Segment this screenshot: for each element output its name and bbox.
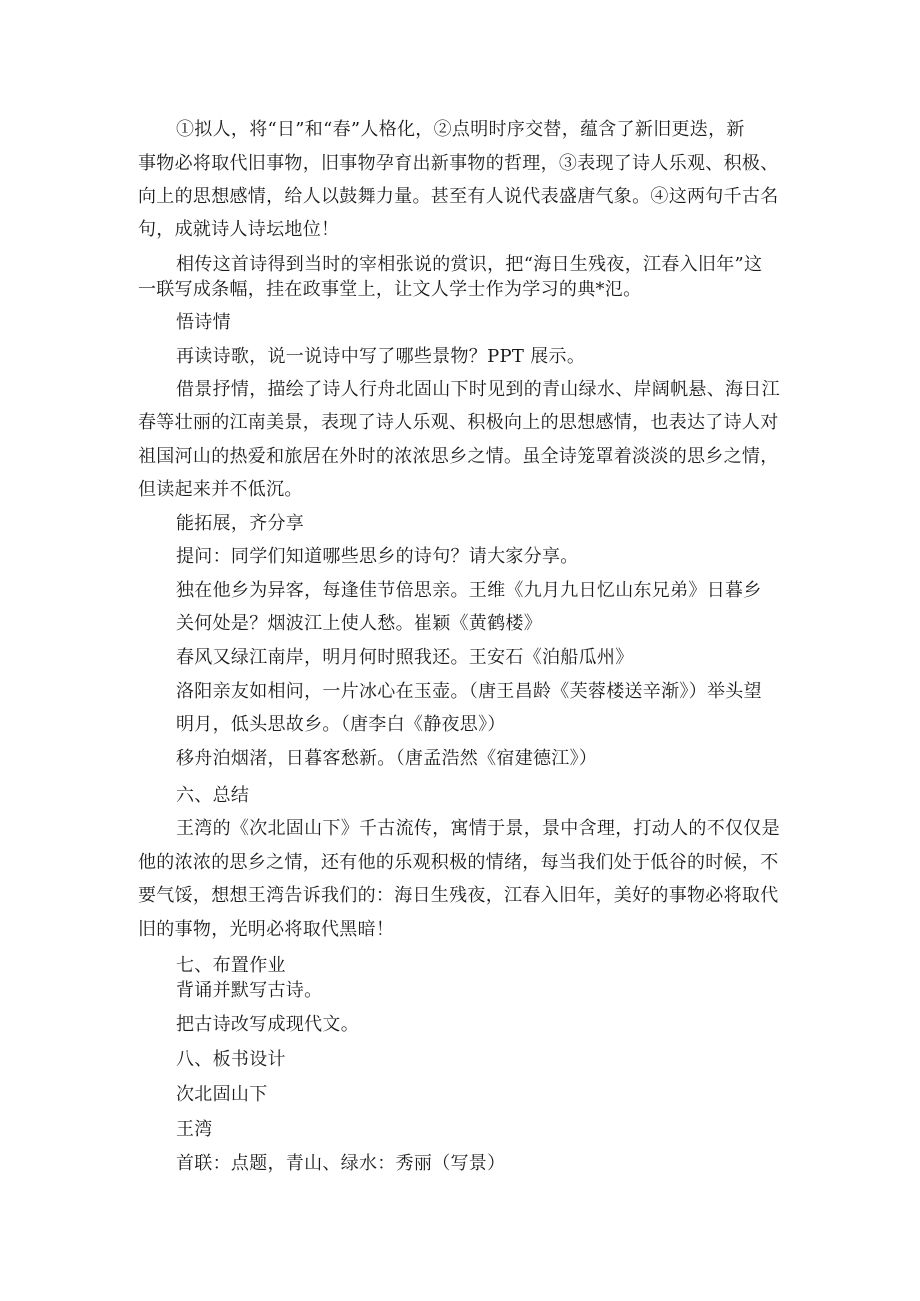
paragraph-line: 他的浓浓的思乡之情，还有他的乐观积极的情绪，每当我们处于低谷的时候，不 — [138, 852, 779, 873]
paragraph-line: 明月，低头思故乡。（唐李白《静夜思》） — [176, 714, 506, 735]
paragraph-line: 旧的事物，光明必将取代黑暗！ — [138, 919, 395, 940]
paragraph-line: 提问：同学们知道哪些思乡的诗句？请大家分享。 — [176, 546, 579, 567]
paragraph-line: ①拟人，将“日”和“春”人格化，②点明时序交替，蕴含了新旧更迭，新 — [176, 119, 745, 140]
paragraph-line: 春风又绿江南岸，明月何时照我还。王安石《泊船瓜州》 — [176, 647, 634, 668]
paragraph-line: 背诵并默写古诗。 — [176, 980, 323, 1001]
paragraph-line: 祖国河山的热爱和旅居在外时的浓浓思乡之情。虽全诗笼罩着淡淡的思乡之情， — [138, 446, 779, 467]
paragraph-line: 事物必将取代旧事物，旧事物孕育出新事物的哲理，③表现了诗人乐观、积极、 — [138, 153, 779, 174]
paragraph-line: 借景抒情，描绘了诗人行舟北固山下时见到的青山绿水、岸阔帆悬、海日江 — [176, 379, 780, 400]
paragraph-line: 首联：点题，青山、绿水：秀丽（写景） — [176, 1153, 506, 1174]
paragraph-line: 春等壮丽的江南美景，表现了诗人乐观、积极向上的思想感情，也表达了诗人对 — [138, 412, 779, 433]
paragraph-line: 王湾 — [176, 1119, 213, 1140]
paragraph-line: 王湾的《次北固山下》千古流传，寓情于景，景中含理，打动人的不仅仅是 — [176, 818, 780, 839]
paragraph-line: 但读起来并不低沉。 — [138, 479, 303, 500]
section-heading: 能拓展，齐分享 — [176, 513, 305, 534]
paragraph-line: 洛阳亲友如相问，一片冰心在玉壶。（唐王昌龄《芙蓉楼送辛渐》）举头望 — [176, 681, 762, 702]
section-heading: 八、板书设计 — [176, 1049, 286, 1070]
paragraph-line: 关何处是？烟波江上使人愁。崔颖《黄鹤楼》 — [176, 613, 542, 634]
paragraph-line: 次北固山下 — [176, 1084, 268, 1105]
paragraph-line: 一联写成条幅，挂在政事堂上，让文人学士作为学习的典*氾。 — [138, 279, 642, 300]
paragraph-line: 独在他乡为异客，每逢佳节倍思亲。王维《九月九日忆山东兄弟》日暮乡 — [176, 580, 762, 601]
section-heading: 悟诗情 — [176, 312, 231, 333]
paragraph-line: 把古诗改写成现代文。 — [176, 1014, 359, 1035]
paragraph-line: 向上的思想感情，给人以鼓舞力量。甚至有人说代表盛唐气象。④这两句千古名 — [138, 186, 779, 207]
section-heading: 七、布置作业 — [176, 955, 286, 976]
paragraph-line: 再读诗歌，说一说诗中写了哪些景物？PPT 展示。 — [176, 346, 586, 367]
paragraph-line: 相传这首诗得到当时的宰相张说的赏识，把“海日生残夜，江春入旧年”这 — [176, 254, 763, 275]
section-heading: 六、总结 — [176, 785, 250, 806]
paragraph-line: 要气馁，想想王湾告诉我们的：海日生残夜，江春入旧年，美好的事物必将取代 — [138, 885, 779, 906]
paragraph-line: 句，成就诗人诗坛地位！ — [138, 219, 340, 240]
paragraph-line: 移舟泊烟渚，日暮客愁新。（唐孟浩然《宿建德江》） — [176, 748, 598, 769]
